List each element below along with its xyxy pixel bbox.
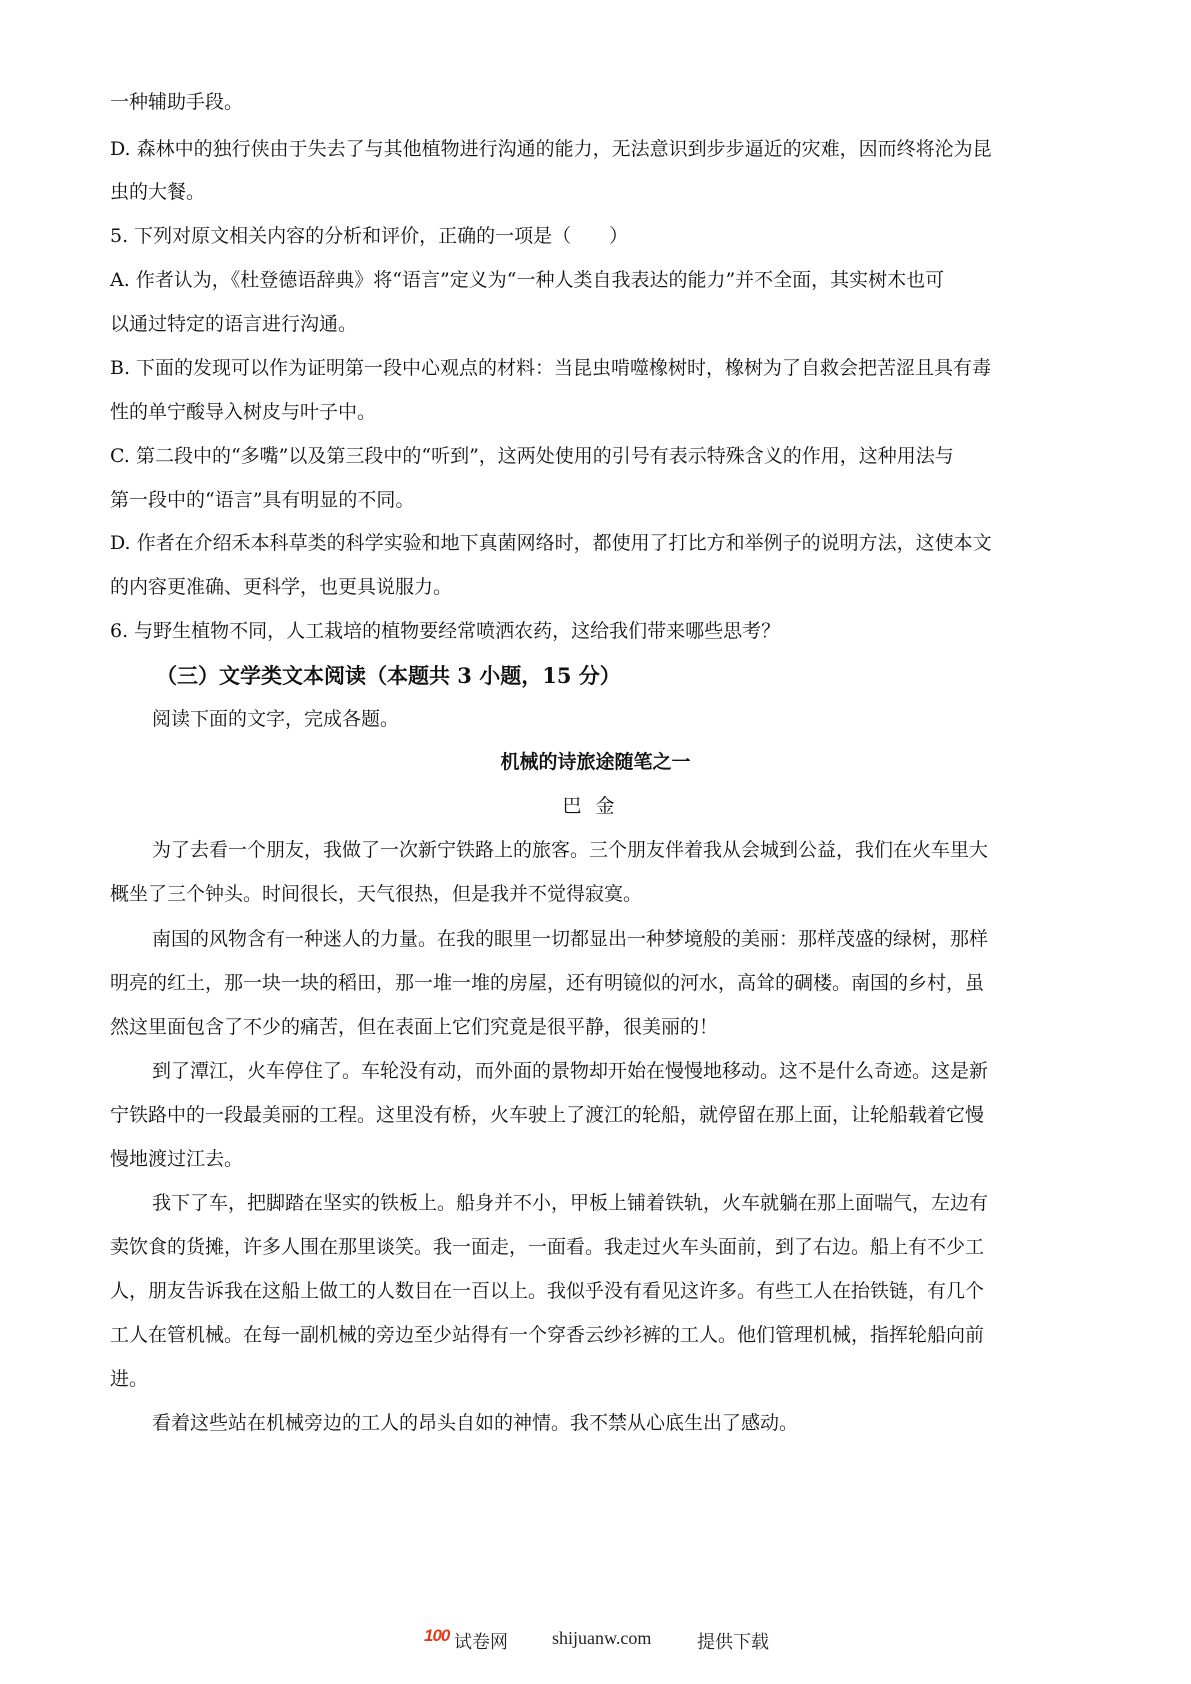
page-footer <box>0 1626 1191 1656</box>
essay-line: 慢地渡过江去。 <box>110 1148 244 1170</box>
option-c-line-1: C. 第二段中的“多嘴”以及第三段中的“听到”，这两处使用的引号有表示特殊含义的作用，这种用法与 <box>110 445 954 467</box>
essay-line: 工人在管机械。在每一副机械的旁边至少站得有一个穿香云纱衫裤的工人。他们管理机械，指挥轮船向前 <box>110 1324 985 1346</box>
option-c-line-2: 第一段中的“语言”具有明显的不同。 <box>110 489 415 511</box>
footer-domain: shijuanw.com <box>552 1628 652 1648</box>
section-heading: （三）文学类文本阅读（本题共 3 小题，15 分） <box>156 663 621 688</box>
essay-line: 人，朋友告诉我在这船上做工的人数目在一百以上。我似乎没有看见这许多。有些工人在抬铁链，有几个 <box>110 1280 985 1302</box>
question-5: 5. 下列对原文相关内容的分析和评价，正确的一项是（ ） <box>110 225 629 247</box>
site-logo: 100 <box>424 1626 450 1645</box>
question-6: 6. 与野生植物不同，人工栽培的植物要经常喷洒农药，这给我们带来哪些思考？ <box>110 620 781 642</box>
footer-download-text: 提供下载 <box>697 1632 769 1652</box>
option-d-line-1: D. 森林中的独行侠由于失去了与其他植物进行沟通的能力，无法意识到步步逼近的灾难，因而终将沦为昆 <box>110 138 992 160</box>
essay-line: 进。 <box>110 1368 149 1390</box>
essay-line: 卖饮食的货摊，许多人围在那里谈笑。我一面走，一面看。我走过火车头面前，到了右边。船上有不少工 <box>110 1236 985 1258</box>
option-d-line-2: 虫的大餐。 <box>110 181 206 203</box>
essay-line: 到了潭江，火车停住了。车轮没有动，而外面的景物却开始在慢慢地移动。这不是什么奇迹。这是新 <box>152 1060 989 1082</box>
option-a-line-2: 以通过特定的语言进行沟通。 <box>110 313 358 335</box>
option-b-line-1: B. 下面的发现可以作为证明第一段中心观点的材料：当昆虫啃噬橡树时，橡树为了自救会把苦涩且具有毒 <box>110 357 992 379</box>
essay-line: 然这里面包含了不少的痛苦，但在表面上它们究竟是很平静，很美丽的！ <box>110 1016 719 1038</box>
text-line: 一种辅助手段。 <box>110 91 244 113</box>
essay-author: 巴金 <box>562 795 629 817</box>
essay-line: 明亮的红土，那一块一块的稻田，那一堆一堆的房屋，还有明镜似的河水，高耸的碉楼。南国的乡村，虽 <box>110 972 985 994</box>
essay-line: 宁铁路中的一段最美丽的工程。这里没有桥，火车驶上了渡江的轮船，就停留在那上面，让轮船载着它慢 <box>110 1104 985 1126</box>
essay-line: 看着这些站在机械旁边的工人的昂头自如的神情。我不禁从心底生出了感动。 <box>152 1412 799 1434</box>
essay-line: 南国的风物含有一种迷人的力量。在我的眼里一切都显出一种梦境般的美丽：那样茂盛的绿树，那样 <box>152 928 989 950</box>
essay-title: 机械的诗旅途随笔之一 <box>500 751 691 773</box>
essay-line: 我下了车，把脚踏在坚实的铁板上。船身并不小，甲板上铺着铁轨，火车就躺在那上面喘气，左边有 <box>152 1192 989 1214</box>
option-a-line-1: A. 作者认为，《杜登德语辞典》将“语言”定义为“一种人类自我表达的能力”并不全面，其实树木也可 <box>110 269 945 291</box>
option-d2-line-2: 的内容更准确、更科学，也更具说服力。 <box>110 576 453 598</box>
option-d2-line-1: D. 作者在介绍禾本科草类的科学实验和地下真菌网络时，都使用了打比方和举例子的说明方法，这使本文 <box>110 532 992 554</box>
footer-site-name: 试卷网 <box>454 1632 508 1652</box>
section-instruction: 阅读下面的文字，完成各题。 <box>152 708 400 730</box>
option-b-line-2: 性的单宁酸导入树皮与叶子中。 <box>110 401 377 423</box>
essay-line: 概坐了三个钟头。时间很长，天气很热，但是我并不觉得寂寞。 <box>110 883 643 905</box>
essay-line: 为了去看一个朋友，我做了一次新宁铁路上的旅客。三个朋友伴着我从会城到公益，我们在火车里大 <box>152 839 989 861</box>
